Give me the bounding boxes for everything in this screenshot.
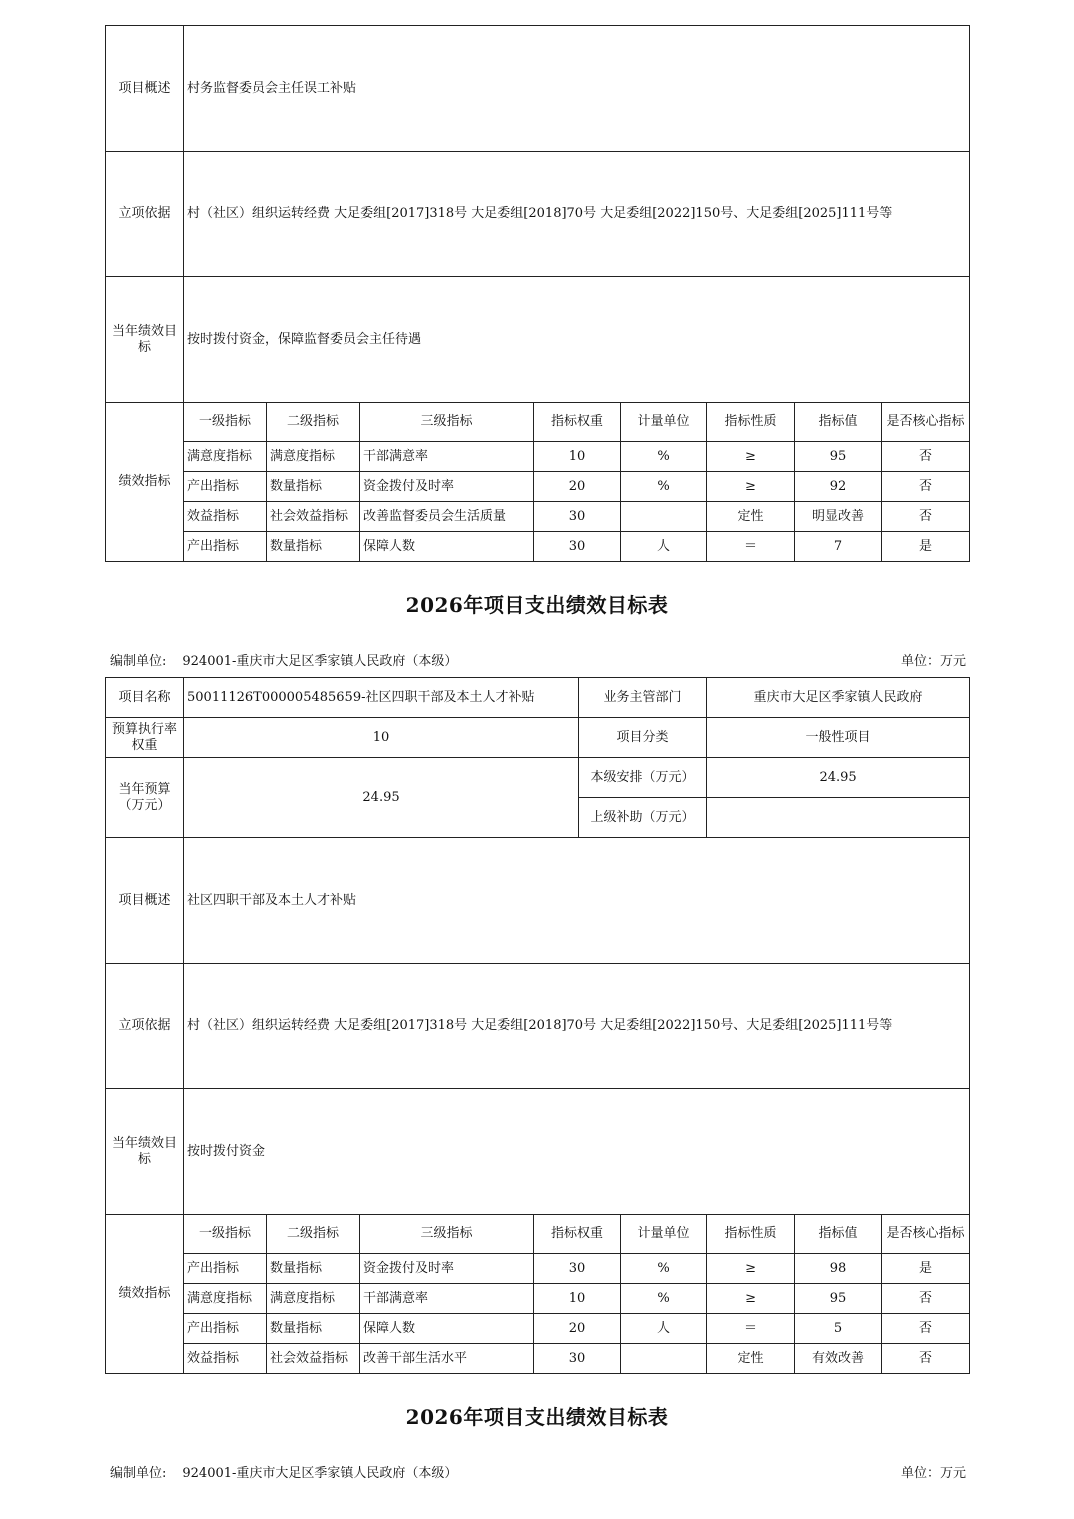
unit-label: 单位：万元 <box>900 1466 966 1481</box>
table-row <box>106 1254 970 1284</box>
cell-unit: % <box>621 1284 707 1314</box>
cell-level1: 产出指标 <box>184 472 267 502</box>
indicator-label: 绩效指标 <box>106 1215 184 1374</box>
upper-label: 上级补助（万元） <box>579 798 707 838</box>
cell-core: 否 <box>882 472 970 502</box>
cell-nature: 定性 <box>707 502 795 532</box>
cell-level1: 满意度指标 <box>184 1284 267 1314</box>
page-title: 2026年项目支出绩效目标表 <box>405 593 669 617</box>
cell-core: 否 <box>882 1314 970 1344</box>
local-value: 24.95 <box>707 758 970 798</box>
cell-core: 是 <box>882 532 970 562</box>
cell-unit: 人 <box>621 532 707 562</box>
goal-value: 按时拨付资金，保障监督委员会主任待遇 <box>184 277 970 403</box>
cell-unit <box>621 1344 707 1374</box>
cell-level2: 数量指标 <box>267 472 360 502</box>
cell-nature: ≥ <box>707 1254 795 1284</box>
cell-value: 95 <box>795 442 882 472</box>
cell-level3: 资金拨付及时率 <box>360 1254 534 1284</box>
org-info <box>110 1462 457 1481</box>
cell-nature: 定性 <box>707 1344 795 1374</box>
cell-weight: 10 <box>534 442 621 472</box>
header-cell: 指标权重 <box>534 1215 621 1254</box>
org-info <box>110 650 457 669</box>
header-cell: 指标值 <box>795 403 882 442</box>
budget-label: 当年预算（万元） <box>106 758 184 838</box>
basis-value: 村（社区）组织运转经费 大足委组[2017]318号 大足委组[2018]70号 大足委组[2022]150号、大足委组[2025]111号等 <box>184 964 970 1089</box>
cell-level3: 改善监督委员会生活质量 <box>360 502 534 532</box>
header-cell: 是否核心指标 <box>882 1215 970 1254</box>
cell-nature: ＝ <box>707 1314 795 1344</box>
header-cell: 指标性质 <box>707 403 795 442</box>
cell-core: 是 <box>882 1254 970 1284</box>
project-name-value: 50011126T000005485659-社区四职干部及本土人才补贴 <box>184 678 579 718</box>
cell-value: 明显改善 <box>795 502 882 532</box>
cell-level1: 效益指标 <box>184 502 267 532</box>
cell-level3: 资金拨付及时率 <box>360 472 534 502</box>
cell-unit: 人 <box>621 1314 707 1344</box>
header-cell: 一级指标 <box>184 1215 267 1254</box>
header-cell: 是否核心指标 <box>882 403 970 442</box>
local-label: 本级安排（万元） <box>579 758 707 798</box>
table-row <box>106 1314 970 1344</box>
unit-label: 单位：万元 <box>900 654 966 669</box>
cell-core: 否 <box>882 1284 970 1314</box>
cell-level3: 干部满意率 <box>360 442 534 472</box>
basis-label: 立项依据 <box>106 152 184 277</box>
cell-level1: 满意度指标 <box>184 442 267 472</box>
category-label: 项目分类 <box>579 718 707 758</box>
cell-level3: 保障人数 <box>360 1314 534 1344</box>
table-1 <box>105 25 970 562</box>
header-cell: 指标性质 <box>707 1215 795 1254</box>
cell-weight: 20 <box>534 1314 621 1344</box>
cell-value: 95 <box>795 1284 882 1314</box>
project-name-label: 项目名称 <box>106 678 184 718</box>
cell-level1: 产出指标 <box>184 532 267 562</box>
header-cell: 指标值 <box>795 1215 882 1254</box>
indicator-label: 绩效指标 <box>106 403 184 562</box>
header-cell: 二级指标 <box>267 403 360 442</box>
cell-weight: 30 <box>534 1344 621 1374</box>
indicator-header-row <box>106 1215 970 1254</box>
cell-weight: 10 <box>534 1284 621 1314</box>
table-row <box>106 472 970 502</box>
cell-nature: ≥ <box>707 442 795 472</box>
table-row <box>106 442 970 472</box>
header-cell: 二级指标 <box>267 1215 360 1254</box>
cell-level2: 满意度指标 <box>267 1284 360 1314</box>
page-title: 2026年项目支出绩效目标表 <box>405 1405 669 1429</box>
table-row <box>106 1344 970 1374</box>
cell-weight: 30 <box>534 532 621 562</box>
cell-level1: 产出指标 <box>184 1314 267 1344</box>
cell-unit <box>621 502 707 532</box>
goal-label: 当年绩效目标 <box>106 277 184 403</box>
cell-level3: 改善干部生活水平 <box>360 1344 534 1374</box>
table-2 <box>105 677 970 1374</box>
cell-core: 否 <box>882 502 970 532</box>
cell-unit: % <box>621 472 707 502</box>
cell-weight: 30 <box>534 502 621 532</box>
cell-weight: 30 <box>534 1254 621 1284</box>
cell-value: 7 <box>795 532 882 562</box>
cell-level1: 效益指标 <box>184 1344 267 1374</box>
cell-level2: 数量指标 <box>267 1254 360 1284</box>
header-cell: 一级指标 <box>184 403 267 442</box>
cell-unit: % <box>621 442 707 472</box>
cell-value: 5 <box>795 1314 882 1344</box>
cell-level2: 满意度指标 <box>267 442 360 472</box>
rate-label: 预算执行率权重 <box>106 718 184 758</box>
header-cell: 计量单位 <box>621 1215 707 1254</box>
header-cell: 计量单位 <box>621 403 707 442</box>
upper-value <box>707 798 970 838</box>
cell-level3: 保障人数 <box>360 532 534 562</box>
table-row <box>106 532 970 562</box>
category-value: 一般性项目 <box>707 718 970 758</box>
table-row <box>106 1284 970 1314</box>
basis-label: 立项依据 <box>106 964 184 1089</box>
dept-value: 重庆市大足区季家镇人民政府 <box>707 678 970 718</box>
rate-value: 10 <box>184 718 579 758</box>
org-label: 编制单位: <box>110 654 167 669</box>
header-cell: 三级指标 <box>360 1215 534 1254</box>
goal-label: 当年绩效目标 <box>106 1089 184 1215</box>
cell-nature: ＝ <box>707 532 795 562</box>
cell-core: 否 <box>882 1344 970 1374</box>
budget-value: 24.95 <box>184 758 579 838</box>
cell-level3: 干部满意率 <box>360 1284 534 1314</box>
cell-unit: % <box>621 1254 707 1284</box>
cell-nature: ≥ <box>707 1284 795 1314</box>
cell-value: 92 <box>795 472 882 502</box>
table-row <box>106 502 970 532</box>
cell-nature: ≥ <box>707 472 795 502</box>
overview-value: 社区四职干部及本土人才补贴 <box>184 838 970 964</box>
header-cell: 三级指标 <box>360 403 534 442</box>
header-cell: 指标权重 <box>534 403 621 442</box>
cell-weight: 20 <box>534 472 621 502</box>
overview-label: 项目概述 <box>106 838 184 964</box>
cell-level2: 数量指标 <box>267 532 360 562</box>
cell-level2: 数量指标 <box>267 1314 360 1344</box>
cell-value: 98 <box>795 1254 882 1284</box>
basis-value: 村（社区）组织运转经费 大足委组[2017]318号 大足委组[2018]70号 大足委组[2022]150号、大足委组[2025]111号等 <box>184 152 970 277</box>
cell-value: 有效改善 <box>795 1344 882 1374</box>
cell-level1: 产出指标 <box>184 1254 267 1284</box>
dept-label: 业务主管部门 <box>579 678 707 718</box>
overview-label: 项目概述 <box>106 26 184 152</box>
overview-value: 村务监督委员会主任误工补贴 <box>184 26 970 152</box>
goal-value: 按时拨付资金 <box>184 1089 970 1215</box>
cell-level2: 社会效益指标 <box>267 1344 360 1374</box>
indicator-header-row <box>106 403 970 442</box>
cell-core: 否 <box>882 442 970 472</box>
org-value: 924001-重庆市大足区季家镇人民政府（本级） <box>182 654 458 669</box>
cell-level2: 社会效益指标 <box>267 502 360 532</box>
org-value: 924001-重庆市大足区季家镇人民政府（本级） <box>182 1466 458 1481</box>
org-label: 编制单位: <box>110 1466 167 1481</box>
